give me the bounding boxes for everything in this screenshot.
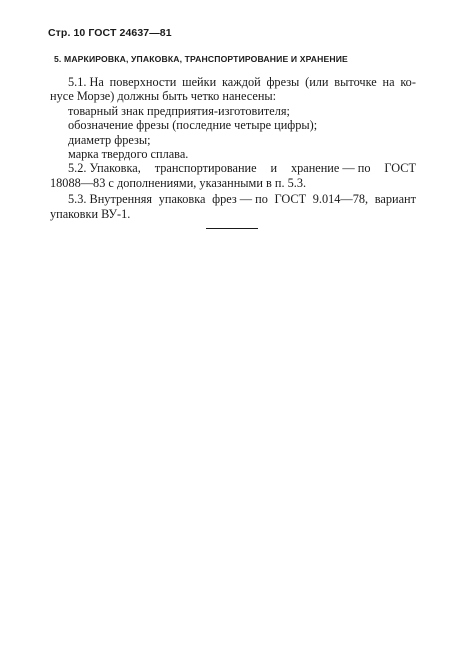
word: 5.2. Упаковка,: [68, 161, 141, 176]
list-item: марка твердого сплава.: [68, 147, 189, 162]
word: упаковка: [158, 192, 206, 207]
paragraph-5-1-line-1: [50, 75, 416, 89]
word: фрезы: [266, 75, 300, 89]
list-item: товарный знак предприятия-изготовителя;: [68, 103, 290, 118]
page-header: Стр. 10 ГОСТ 24637—81: [48, 27, 172, 39]
paragraph-5-3-line-2: упаковки ВУ-1.: [50, 206, 131, 221]
word: 5.1. На: [68, 75, 104, 89]
word: фрез — по: [212, 192, 268, 207]
paragraph-5-2-line-1: [50, 161, 416, 175]
paragraph-5-2-line-2: 18088—83 с дополнениями, указанными в п. 5.3.: [50, 175, 307, 190]
word: транспортирование: [154, 161, 257, 176]
list-item: диаметр фрезы;: [68, 132, 151, 147]
paragraph-5-1: [50, 75, 416, 104]
word: на: [382, 75, 395, 89]
paragraph-5-1-line-2: нусе Морзе) должны быть четко нанесены:: [50, 89, 277, 104]
word: ГОСТ: [274, 192, 307, 207]
document-body: [50, 75, 416, 221]
word: и: [270, 161, 278, 176]
word: 9.014—78,: [312, 192, 369, 207]
word: ГОСТ: [384, 161, 416, 176]
section-title: 5. МАРКИРОВКА, УПАКОВКА, ТРАНСПОРТИРОВАНИЕ И ХРАНЕНИЕ: [54, 54, 348, 64]
word: хранение — по: [290, 161, 371, 176]
word: 5.3. Внутренняя: [68, 192, 153, 207]
word: (или: [305, 75, 329, 89]
word: каждой: [221, 75, 261, 89]
word: поверхности: [109, 75, 177, 89]
word: выточке: [334, 75, 377, 89]
list-item: обозначение фрезы (последние четыре цифры);: [68, 118, 318, 133]
word: ко-: [400, 75, 416, 89]
paragraph-5-3-line-1: [50, 192, 416, 206]
word: шейки: [182, 75, 217, 89]
paragraph-5-3: [50, 192, 416, 221]
paragraph-5-2: [50, 161, 416, 190]
end-divider: [206, 228, 258, 229]
word: вариант: [374, 192, 416, 207]
